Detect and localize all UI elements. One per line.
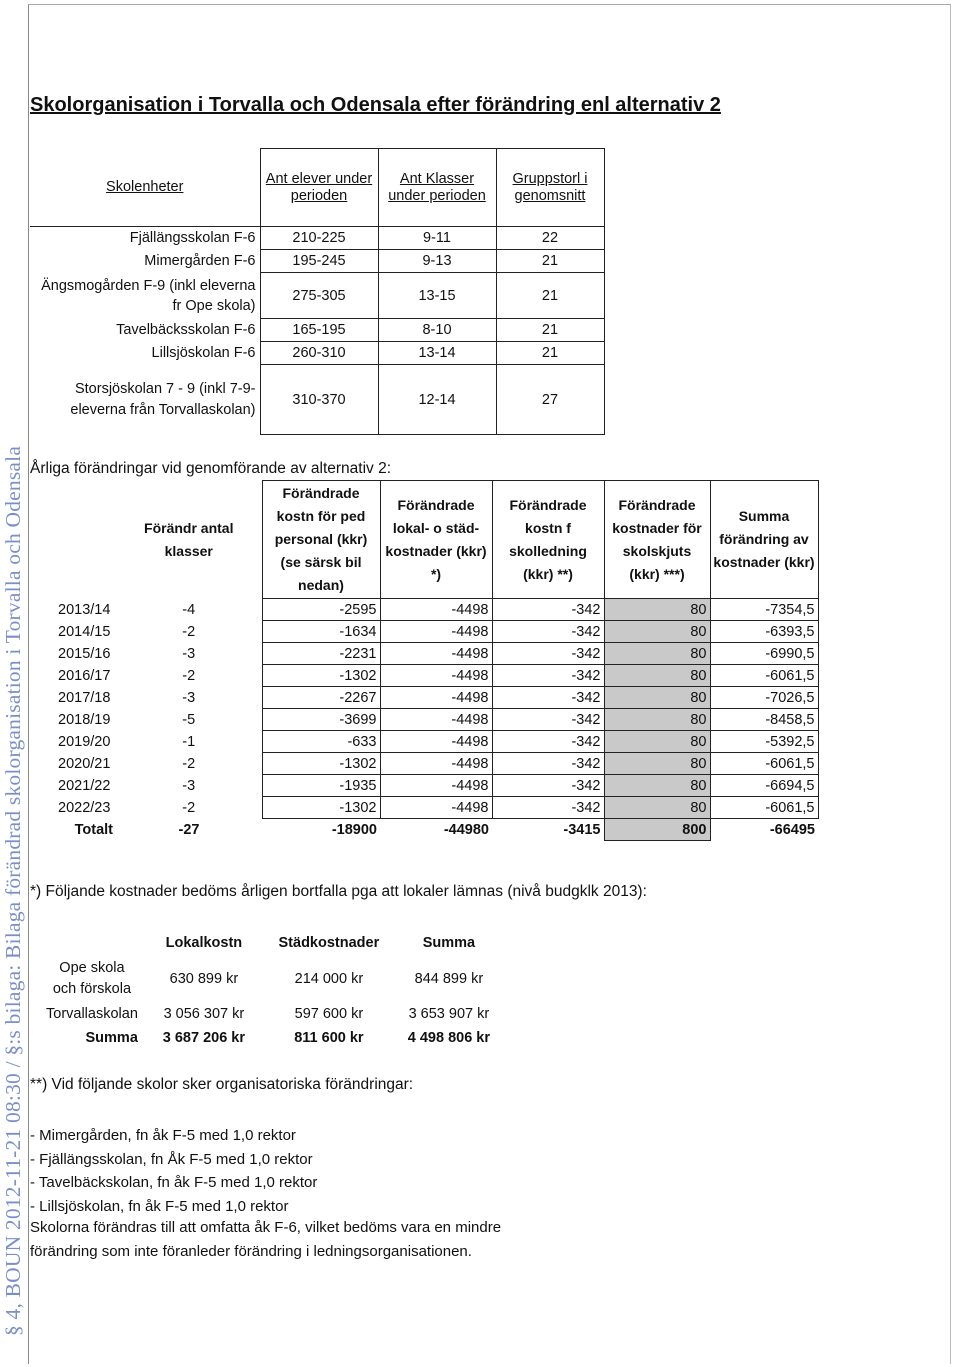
list-item: - Tavelbäckskolan, fn åk F-5 med 1,0 rektor [30,1174,318,1191]
row-skolskjuts: 80 [604,687,710,709]
row-skolledning: -342 [492,753,604,775]
row-lokal: -4498 [380,731,492,753]
cost-header-summa: Summa [422,935,476,951]
row-klasser: -27 [178,821,200,838]
row-klasser: -4 [182,601,196,618]
row-year: 2015/16 [58,645,111,662]
row-skolskjuts: 80 [604,797,710,819]
row-klasser: -3 [182,777,196,794]
row-skolskjuts: 80 [604,643,710,665]
row-skolskjuts: 800 [604,819,710,841]
row-klasser: -3 [182,689,196,706]
school-elever: 195-245 [260,250,378,273]
row-ped-personal: -2231 [262,643,380,665]
row-lokal: -4498 [380,797,492,819]
header-ant-klasser: Ant Klasser under perioden [378,149,496,227]
table-row [30,709,818,731]
row-skolledning: -342 [492,687,604,709]
row-ped-personal: -3699 [262,709,380,731]
table-row [30,365,604,435]
row-year: 2022/23 [58,799,111,816]
row-ped-personal: -18900 [331,821,377,838]
cost-summa: 3 653 907 kr [408,1006,490,1022]
row-skolledning: -342 [492,797,604,819]
row-year: 2019/20 [58,733,111,750]
school-elever: 165-195 [260,319,378,342]
row-lokal: -4498 [380,665,492,687]
row-summa: -7354,5 [710,599,818,621]
total-row [30,819,818,841]
row-skolledning: -342 [492,709,604,731]
cost-table [40,930,504,1050]
closing-line-2: förändring som inte föranleder förändring i ledningsorganisationen. [30,1243,472,1260]
note-organisation: **) Vid följande skolor sker organisatoriska förändringar: [30,1076,414,1093]
cost-header-blank [40,930,144,956]
table-row [30,753,818,775]
row-skolskjuts: 80 [604,753,710,775]
page-border-top [28,4,950,5]
cost-stad: 811 600 kr [294,1030,364,1046]
row-year: 2020/21 [58,755,111,772]
school-elever: 275-305 [260,273,378,319]
changes-table [30,480,819,841]
row-skolskjuts: 80 [604,731,710,753]
page-border-right [950,4,951,1364]
row-year: 2018/19 [58,711,111,728]
school-grupp: 21 [496,342,604,365]
table-row [30,227,604,250]
school-klasser: 9-11 [378,227,496,250]
row-skolledning: -342 [492,665,604,687]
closing-line-1: Skolorna förändras till att omfatta åk F-6, vilket bedöms vara en mindre [30,1219,502,1236]
row-skolledning: -3415 [563,821,601,838]
row-year: 2021/22 [58,777,111,794]
school-table [30,148,605,435]
cost-summa: 4 498 806 kr [407,1030,491,1046]
row-year: 2013/14 [58,601,111,618]
note-lokalkostnader: *) Följande kostnader bedöms årligen bortfalla pga att lokaler lämnas (nivå budgklk 2013): [30,883,647,900]
list-item: - Mimergården, fn åk F-5 med 1,0 rektor [30,1127,296,1144]
table-row [30,643,818,665]
school-grupp: 21 [496,273,604,319]
list-item: - Lillsjöskolan, fn åk F-5 med 1,0 rektor [30,1197,289,1215]
cost-sum-row [40,1026,504,1050]
row-ped-personal: -1302 [262,797,380,819]
school-klasser: 12-14 [378,365,496,435]
table-row [30,687,818,709]
document-title: Skolorganisation i Torvalla och Odensala efter förändring enl alternativ 2 [30,94,721,116]
cost-label: Summa [85,1029,138,1046]
row-ped-personal: -2267 [262,687,380,709]
organisation-list [30,1124,317,1218]
row-ped-personal: -1935 [262,775,380,797]
row-summa: -7026,5 [710,687,818,709]
school-name: Fjällängsskolan F-6 [30,227,260,250]
header-skolenheter: Skolenheter [30,149,260,227]
row-klasser: -1 [182,733,196,750]
school-name: Storsjöskolan 7 - 9 (inkl 7-9-eleverna från Torvallaskolan) [30,365,260,435]
school-klasser: 13-15 [378,273,496,319]
school-name: Lillsjöskolan F-6 [30,342,260,365]
row-year: 2016/17 [58,667,111,684]
cost-stad: 214 000 kr [294,971,364,987]
row-skolledning: -342 [492,621,604,643]
school-elever: 210-225 [260,227,378,250]
row-lokal: -4498 [380,709,492,731]
school-name: Mimergården F-6 [30,250,260,273]
cost-header-lokal: Lokalkostn [165,935,243,951]
row-skolskjuts: 80 [604,621,710,643]
row-ped-personal: -1634 [262,621,380,643]
school-name: Ängsmogården F-9 (inkl eleverna fr Ope skola) [30,273,260,319]
table-row [30,273,604,319]
row-lokal: -4498 [380,643,492,665]
table-row [30,731,818,753]
cost-label: Ope skola och förskola [52,960,132,997]
header-skolskjuts: Förändrade kostnader för skolskjuts (kkr) ***) [604,481,710,599]
row-skolledning: -342 [492,775,604,797]
table-row [30,250,604,273]
row-skolskjuts: 80 [604,599,710,621]
row-ped-personal: -1302 [262,753,380,775]
cost-label: Torvallaskolan [46,1005,138,1022]
row-klasser: -2 [182,667,196,684]
table-row [30,665,818,687]
row-summa: -6990,5 [710,643,818,665]
header-klasser: Förändr antal klasser [144,519,234,559]
header-ped-personal: Förändrade kostn för ped personal (kkr) (se särsk bil nedan) [262,481,380,599]
row-skolskjuts: 80 [604,709,710,731]
cost-stad: 597 600 kr [294,1006,364,1022]
header-skolledning: Förändrade kostn f skolledning (kkr) **) [492,481,604,599]
row-summa: -6061,5 [710,797,818,819]
row-lokal: -4498 [380,599,492,621]
closing-paragraph [30,1216,501,1264]
margin-note [0,0,26,1367]
row-ped-personal: -1302 [262,665,380,687]
cost-header-stad: Städkostnader [278,935,380,951]
row-summa: -8458,5 [710,709,818,731]
cost-lokal: 3 056 307 kr [163,1006,245,1022]
table-row [40,1002,504,1026]
row-lokal: -4498 [380,687,492,709]
table-row [40,956,504,1002]
school-elever: 310-370 [260,365,378,435]
row-skolledning: -342 [492,731,604,753]
table-row [30,621,818,643]
table-row [30,342,604,365]
row-year: 2014/15 [58,623,111,640]
row-lokal: -4498 [380,621,492,643]
school-klasser: 13-14 [378,342,496,365]
row-klasser: -2 [182,623,196,640]
row-klasser: -3 [182,645,196,662]
row-klasser: -2 [182,755,196,772]
cost-lokal: 3 687 206 kr [162,1030,246,1046]
row-summa: -66495 [769,821,815,838]
row-year: 2017/18 [58,689,111,706]
row-klasser: -5 [182,711,196,728]
row-summa: -5392,5 [710,731,818,753]
row-ped-personal: -2595 [262,599,380,621]
row-skolledning: -342 [492,643,604,665]
row-summa: -6694,5 [710,775,818,797]
school-grupp: 27 [496,365,604,435]
header-year [30,481,116,599]
cost-lokal: 630 899 kr [169,971,239,987]
table-row [30,599,818,621]
row-summa: -6061,5 [710,665,818,687]
page-border-left [28,4,29,1364]
row-summa: -6393,5 [710,621,818,643]
header-gruppstorl: Gruppstorl i genomsnitt [496,149,604,227]
row-lokal: -44980 [443,821,489,838]
margin-note-text: § 4, BOUN 2012-11-21 08:30 / §:s bilaga: Bilaga förändrad skolorganisation i Torvalla och Odensala [1,445,25,1336]
row-skolskjuts: 80 [604,775,710,797]
table-row [30,775,818,797]
school-elever: 260-310 [260,342,378,365]
row-skolledning: -342 [492,599,604,621]
row-year: Totalt [74,821,113,838]
table-row [30,797,818,819]
school-grupp: 21 [496,319,604,342]
cost-summa: 844 899 kr [414,971,484,987]
changes-heading: Årliga förändringar vid genomförande av alternativ 2: [30,460,392,477]
table-row [30,319,604,342]
school-klasser: 8-10 [378,319,496,342]
row-ped-personal: -633 [262,731,380,753]
school-name: Tavelbäcksskolan F-6 [30,319,260,342]
header-summa: Summa förändring av kostnader (kkr) [710,481,818,599]
row-lokal: -4498 [380,775,492,797]
row-summa: -6061,5 [710,753,818,775]
row-lokal: -4498 [380,753,492,775]
row-skolskjuts: 80 [604,665,710,687]
school-grupp: 22 [496,227,604,250]
header-ant-elever: Ant elever under perioden [260,149,378,227]
header-lokal: Förändrade lokal- o städ-kostnader (kkr) *) [380,481,492,599]
school-grupp: 21 [496,250,604,273]
list-item: - Fjällängsskolan, fn Åk F-5 med 1,0 rektor [30,1150,313,1168]
row-klasser: -2 [182,799,196,816]
school-klasser: 9-13 [378,250,496,273]
